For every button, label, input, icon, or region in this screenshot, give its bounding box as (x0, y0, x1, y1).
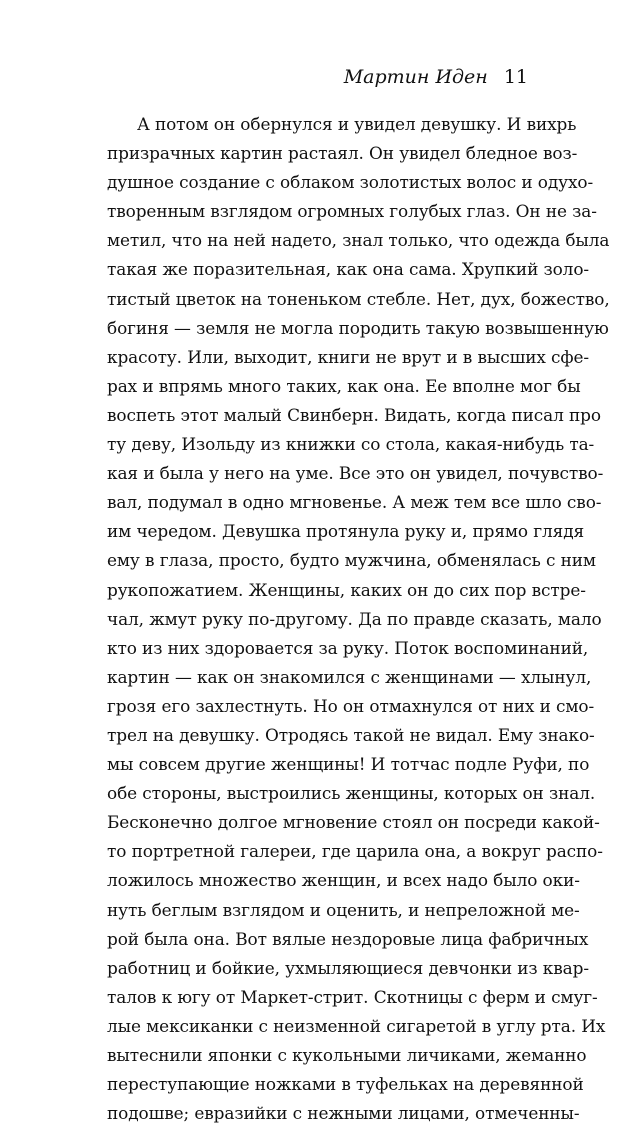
body-text (107, 110, 610, 1128)
text-line: вал, подумал в одно мгновенье. А меж тем все шло сво- (107, 492, 602, 513)
text-line: такая же поразительная, как она сама. Хрупкий золо- (107, 259, 589, 280)
text-line: им чередом. Девушка протянула руку и, прямо глядя (107, 521, 585, 542)
text-line: кая и была у него на уме. Все это он увидел, почувство- (107, 463, 604, 484)
text-line: душное создание с облаком золотистых волос и одухо- (107, 172, 594, 193)
running-head (344, 66, 528, 94)
text-line: метил, что на ней надето, знал только, что одежда была (107, 230, 610, 251)
text-line: рукопожатием. Женщины, каких он до сих пор встре- (107, 579, 586, 600)
text-line: грозя его захлестнуть. Но он отмахнулся от них и смо- (107, 695, 595, 716)
text-line: ложилось множество женщин, и всех надо было оки- (107, 870, 580, 891)
text-line: лые мексиканки с неизменной сигаретой в углу рта. Их (107, 1015, 606, 1036)
text-line: ему в глаза, просто, будто мужчина, обменялась с ним (107, 550, 596, 571)
text-line: мы совсем другие женщины! И тотчас подле Руфи, по (107, 754, 590, 775)
text-line: обе стороны, выстроились женщины, которых он знал. (107, 783, 596, 804)
text-line: нуть беглым взглядом и оценить, и непреложной ме- (107, 899, 580, 920)
text-line: богиня — земля не могла породить такую возвышенную (107, 317, 609, 338)
page-number: 11 (503, 66, 528, 88)
text-line: картин — как он знакомился с женщинами — хлынул, (107, 666, 592, 687)
text-line: тистый цветок на тоненьком стебле. Нет, дух, божество, (107, 288, 610, 309)
text-line: переступающие ножками в туфельках на деревянной (107, 1074, 584, 1095)
running-head-title: Мартин Иден (343, 66, 488, 88)
text-line: рах и впрямь много таких, как она. Ее вполне мог бы (107, 375, 581, 396)
text-line: вытеснили японки с кукольными личиками, жеманно (107, 1045, 587, 1065)
text-line: работниц и бойкие, ухмыляющиеся девчонки из квар- (107, 957, 589, 978)
text-line: талов к югу от Маркет-стрит. Скотницы с ферм и смуг- (107, 986, 598, 1007)
text-line: творенным взглядом огромных голубых глаз. Он не за- (107, 201, 597, 222)
text-line: красоту. Или, выходит, книги не врут и в высших сфе- (107, 346, 590, 367)
text-line: воспеть этот малый Свинберн. Видать, когда писал про (107, 404, 601, 425)
text-line: то портретной галереи, где царила она, а вокруг распо- (107, 841, 603, 862)
text-line: подошве; евразийки с нежными лицами, отмеченны- (107, 1103, 580, 1124)
text-line: рой была она. Вот вялые нездоровые лица фабричных (107, 928, 589, 949)
text-line: ту деву, Изольду из книжки со стола, какая-нибудь та- (107, 434, 595, 455)
text-line: призрачных картин растаял. Он увидел бледное воз- (107, 143, 578, 164)
text-line: трел на девушку. Отродясь такой не видал. Ему знако- (107, 724, 595, 745)
text-line: чал, жмут руку по-другому. Да по правде сказать, мало (107, 608, 602, 629)
text-line: Бесконечно долгое мгновение стоял он посреди какой- (107, 812, 600, 833)
text-line: кто из них здоровается за руку. Поток воспоминаний, (107, 637, 589, 658)
text-line: А потом он обернулся и увидел девушку. И вихрь (137, 114, 577, 134)
